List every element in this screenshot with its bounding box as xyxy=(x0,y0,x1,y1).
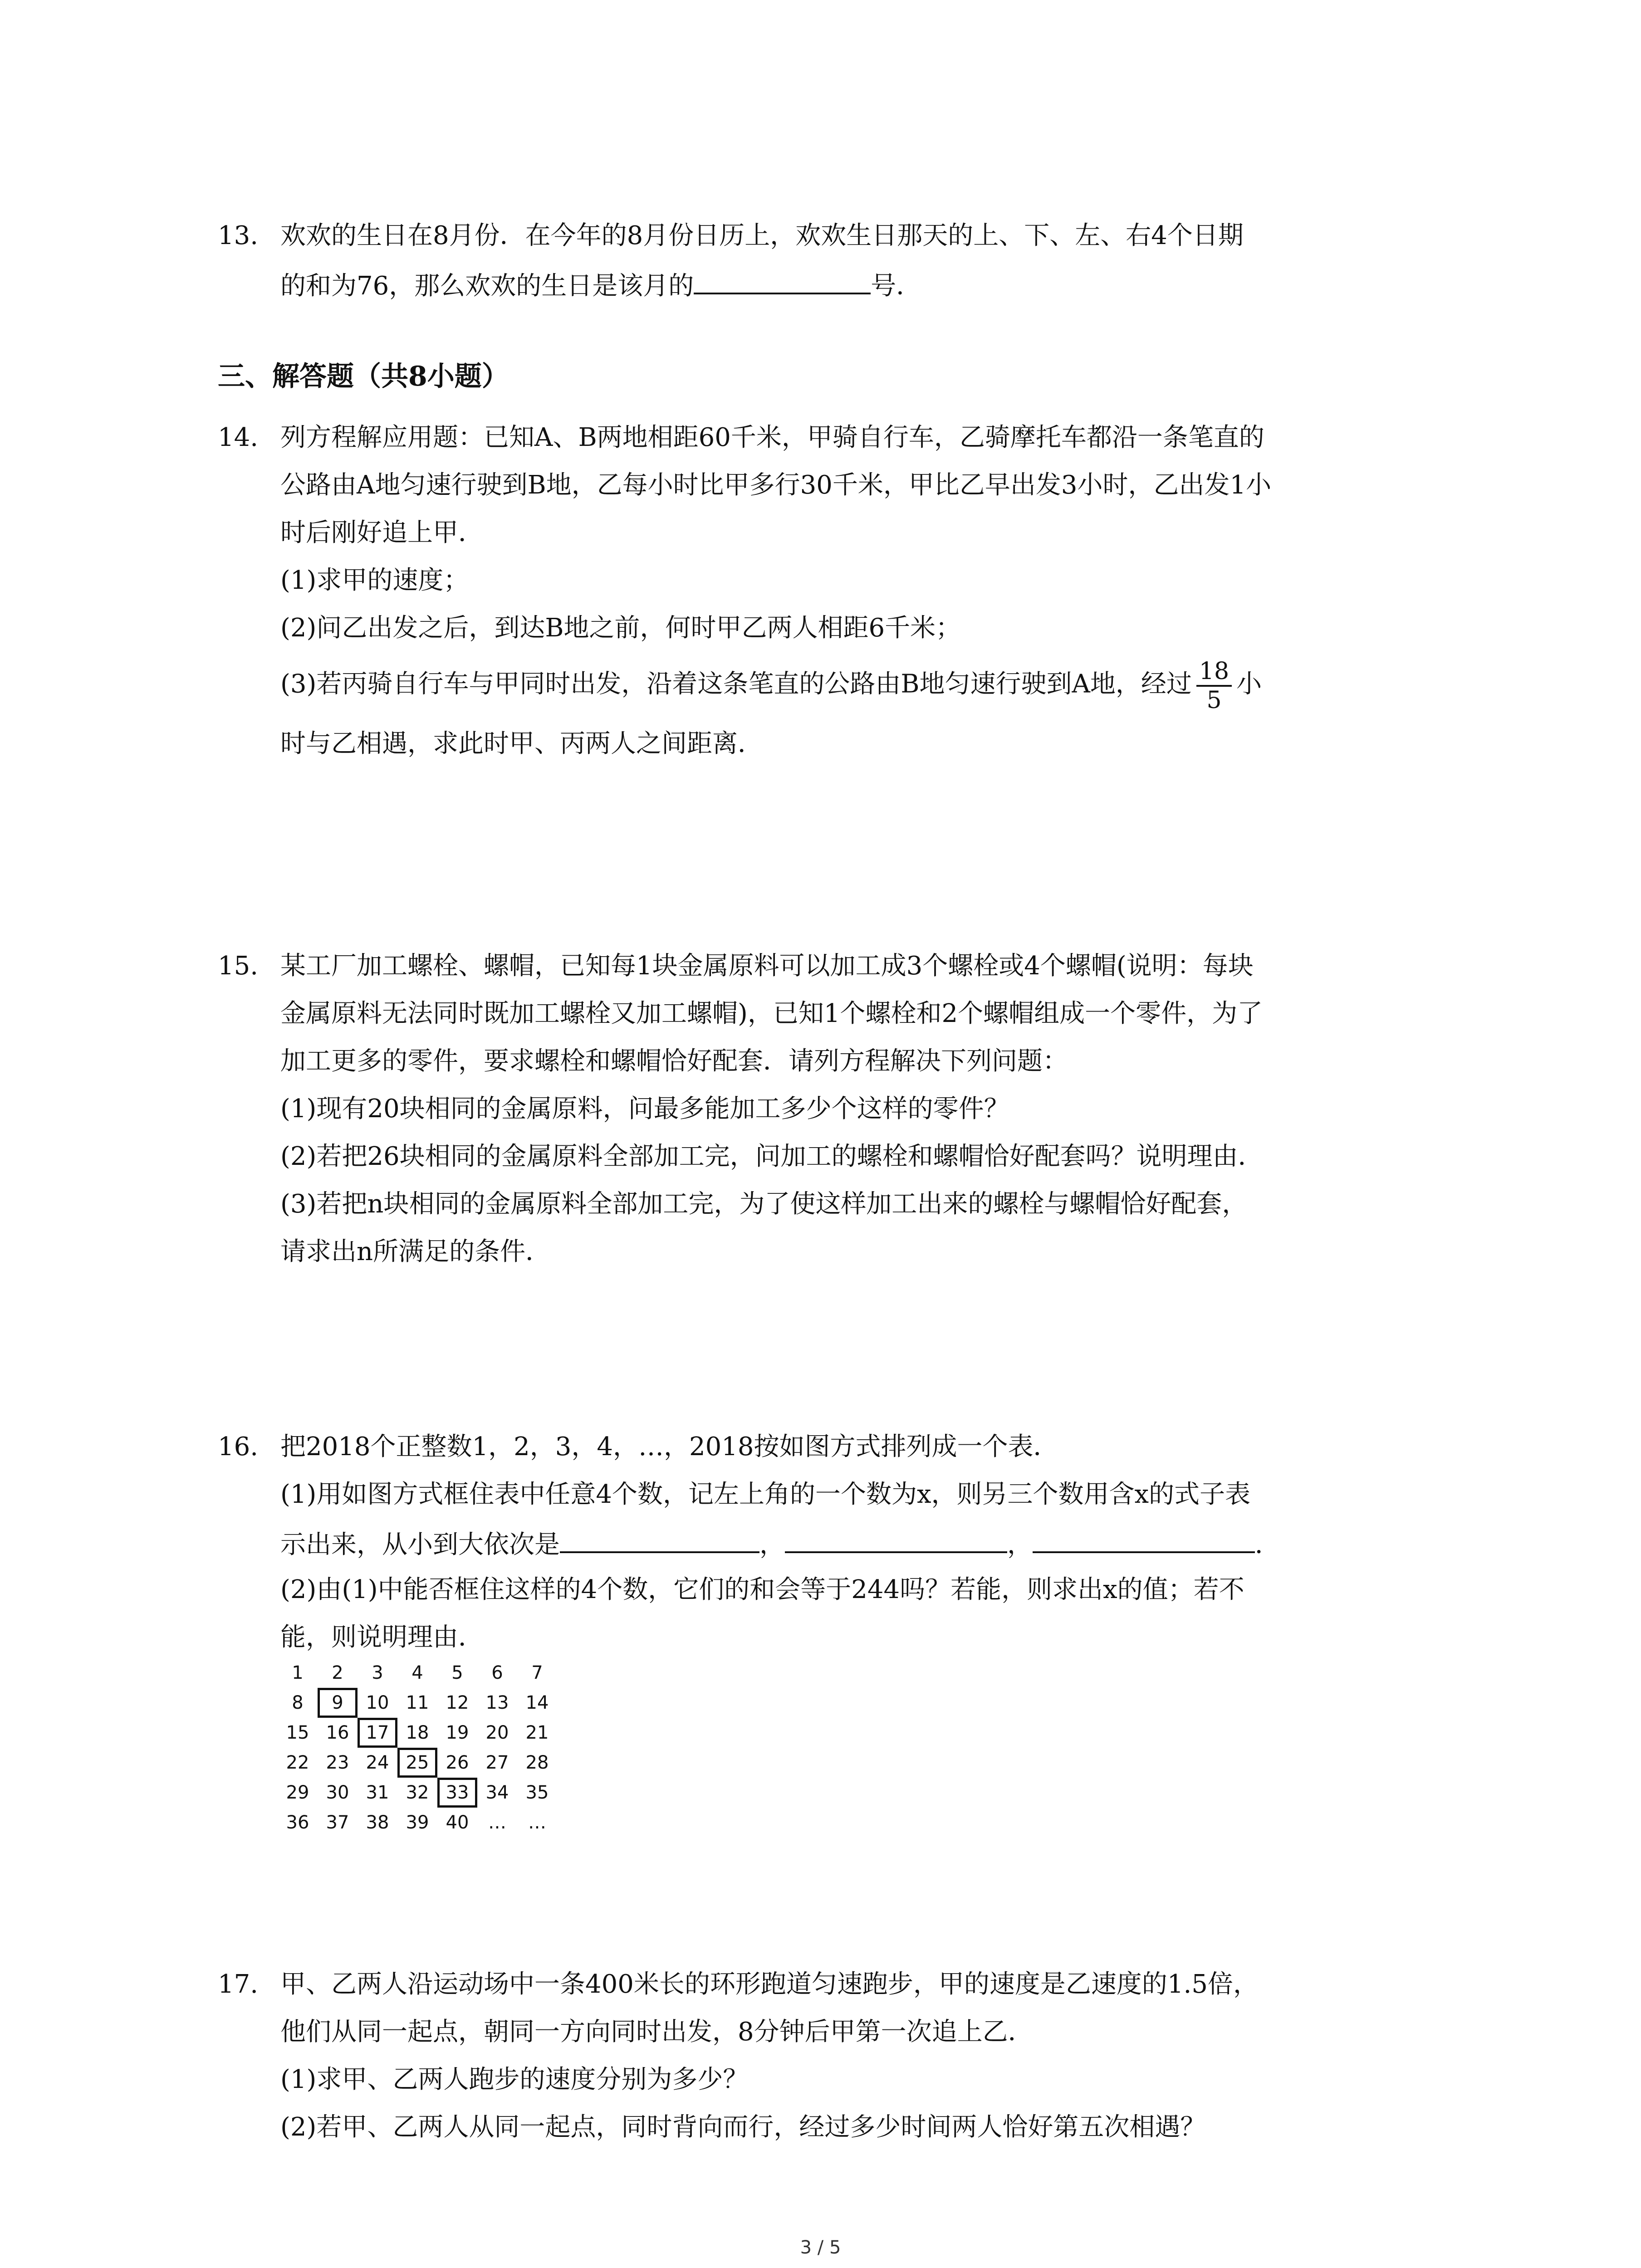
question-15-number: 15. xyxy=(218,951,259,981)
table-cell: 2 xyxy=(332,1662,343,1683)
answer-blank-3 xyxy=(1033,1524,1255,1553)
question-16-number: 16. xyxy=(218,1432,259,1461)
question-16-part-1-text: 示出来，从小到大依次是 xyxy=(280,1530,560,1559)
question-14-line-2: 公路由A地匀速行驶到B地，乙每小时比甲多行30千米，甲比乙早出发3小时，乙出发1小 xyxy=(280,470,1272,500)
question-14-line-3: 时后刚好追上甲． xyxy=(280,518,484,547)
table-cell: 30 xyxy=(326,1782,349,1803)
selection-box xyxy=(437,1778,477,1808)
table-cell: 4 xyxy=(411,1662,423,1683)
table-cell: 8 xyxy=(292,1692,304,1713)
fraction-denominator: 5 xyxy=(1206,687,1222,714)
table-cell: 3 xyxy=(372,1662,383,1683)
table-cell: 38 xyxy=(366,1812,389,1833)
table-cell: 25 xyxy=(406,1752,429,1773)
question-16-part-1-continued xyxy=(280,1524,1280,1563)
table-cell: 6 xyxy=(491,1662,503,1683)
table-cell: 22 xyxy=(286,1752,309,1773)
question-14-part-3-text-b: 小 xyxy=(1236,669,1262,699)
selection-box xyxy=(318,1688,358,1718)
question-15-line-2: 金属原料无法同时既加工螺栓又加工螺帽)，已知1个螺栓和2个螺帽组成一个零件，为了 xyxy=(280,999,1263,1028)
table-cell: 17 xyxy=(366,1722,389,1743)
answer-blank-2 xyxy=(785,1524,1007,1553)
fraction-numerator: 18 xyxy=(1196,658,1232,687)
table-cell: 27 xyxy=(485,1752,509,1773)
question-15-part-3: (3)若把n块相同的金属原料全部加工完，为了使这样加工出来的螺栓与螺帽恰好配套， xyxy=(280,1189,1248,1219)
question-15-line-1: 某工厂加工螺栓、螺帽，已知每1块金属原料可以加工成3个螺栓或4个螺帽(说明：每块 xyxy=(280,951,1254,981)
question-17-part-2: (2)若甲、乙两人从同一起点，同时背向而行，经过多少时间两人恰好第五次相遇？ xyxy=(280,2112,1206,2142)
table-cell: 7 xyxy=(531,1662,543,1683)
table-cell: 11 xyxy=(406,1692,429,1713)
table-cell: 37 xyxy=(326,1812,349,1833)
table-cell: 12 xyxy=(446,1692,469,1713)
question-13-text-b: 号． xyxy=(871,271,922,301)
question-14-part-3-text-a: (3)若丙骑自行车与甲同时出发，沿着这条笔直的公路由B地匀速行驶到A地，经过 xyxy=(280,669,1192,699)
table-cell: 26 xyxy=(446,1752,469,1773)
table-cell: 40 xyxy=(446,1812,469,1833)
question-17-line-2: 他们从同一起点，朝同一方向同时出发，8分钟后甲第一次追上乙． xyxy=(280,2017,1034,2047)
table-cell: 10 xyxy=(366,1692,389,1713)
separator: ， xyxy=(1007,1530,1033,1559)
table-cell: 24 xyxy=(366,1752,389,1773)
table-cell: … xyxy=(488,1812,506,1833)
selection-box xyxy=(358,1718,397,1748)
question-14-part-3 xyxy=(280,658,1262,714)
table-cell: 14 xyxy=(525,1692,549,1713)
question-14-part-2: (2)问乙出发之后，到达B地之前，何时甲乙两人相距6千米； xyxy=(280,613,961,643)
table-cell: 34 xyxy=(485,1782,509,1803)
question-15-part-1: (1)现有20块相同的金属原料，问最多能加工多少个这样的零件？ xyxy=(280,1094,1009,1124)
question-14-number: 14. xyxy=(218,423,259,452)
table-cell: 31 xyxy=(366,1782,389,1803)
question-16-part-1: (1)用如图方式框住表中任意4个数，记左上角的一个数为x，则另三个数用含x的式子表 xyxy=(280,1480,1251,1509)
question-14-part-3-continued: 时与乙相遇，求此时甲、丙两人之间距离． xyxy=(280,729,763,758)
end-mark: ． xyxy=(1255,1530,1280,1559)
question-15-part-2: (2)若把26块相同的金属原料全部加工完，问加工的螺栓和螺帽恰好配套吗？说明理由． xyxy=(280,1142,1264,1171)
question-15-part-3-continued: 请求出n所满足的条件． xyxy=(280,1237,551,1266)
question-13-line-1: 欢欢的生日在8月份．在今年的8月份日历上，欢欢生日那天的上、下、左、右4个日期 xyxy=(280,221,1244,250)
question-15-line-3: 加工更多的零件，要求螺栓和螺帽恰好配套．请列方程解决下列问题： xyxy=(280,1046,1068,1076)
table-cell: 35 xyxy=(525,1782,549,1803)
table-cell: 33 xyxy=(446,1782,469,1803)
table-cell: 21 xyxy=(525,1722,549,1743)
fraction xyxy=(1196,658,1232,714)
answer-blank xyxy=(694,265,871,294)
question-17-line-1: 甲、乙两人沿运动场中一条400米长的环形跑道匀速跑步，甲的速度是乙速度的1.5倍， xyxy=(280,1970,1259,1999)
table-cell: 13 xyxy=(485,1692,509,1713)
question-16-part-2: (2)由(1)中能否框住这样的4个数，它们的和会等于244吗？若能，则求出x的值；若不 xyxy=(280,1575,1244,1604)
table-cell: 23 xyxy=(326,1752,349,1773)
answer-blank-1 xyxy=(560,1524,759,1553)
separator: ， xyxy=(759,1530,785,1559)
table-cell: 15 xyxy=(286,1722,309,1743)
question-17-part-1: (1)求甲、乙两人跑步的速度分别为多少？ xyxy=(280,2065,749,2094)
table-cell: 32 xyxy=(406,1782,429,1803)
question-14-line-1: 列方程解应用题：已知A、B两地相距60千米，甲骑自行车，乙骑摩托车都沿一条笔直的 xyxy=(280,423,1264,452)
table-cell: 20 xyxy=(485,1722,509,1743)
table-cell: 16 xyxy=(326,1722,349,1743)
table-cell: 5 xyxy=(451,1662,463,1683)
question-16-line-1: 把2018个正整数1，2，3，4，…，2018按如图方式排列成一个表． xyxy=(280,1432,1059,1461)
question-13-text-a: 的和为76，那么欢欢的生日是该月的 xyxy=(280,271,694,301)
selection-box xyxy=(397,1748,437,1778)
page-number: 3 / 5 xyxy=(800,2237,841,2258)
section-heading: 三、解答题（共8小题） xyxy=(218,361,509,392)
question-13-line-2 xyxy=(280,265,921,304)
table-cell: 28 xyxy=(525,1752,549,1773)
table-cell: 36 xyxy=(286,1812,309,1833)
question-14-part-1: (1)求甲的速度； xyxy=(280,566,469,595)
table-cell: 29 xyxy=(286,1782,309,1803)
table-cell: 39 xyxy=(406,1812,429,1833)
table-cell: … xyxy=(528,1812,546,1833)
table-cell: 1 xyxy=(292,1662,304,1683)
table-cell: 19 xyxy=(446,1722,469,1743)
question-16-part-2-continued: 能，则说明理由． xyxy=(280,1623,484,1652)
table-cell: 18 xyxy=(406,1722,429,1743)
question-17-number: 17. xyxy=(218,1970,259,1999)
question-13-number: 13. xyxy=(218,221,259,250)
table-cell: 9 xyxy=(332,1692,343,1713)
